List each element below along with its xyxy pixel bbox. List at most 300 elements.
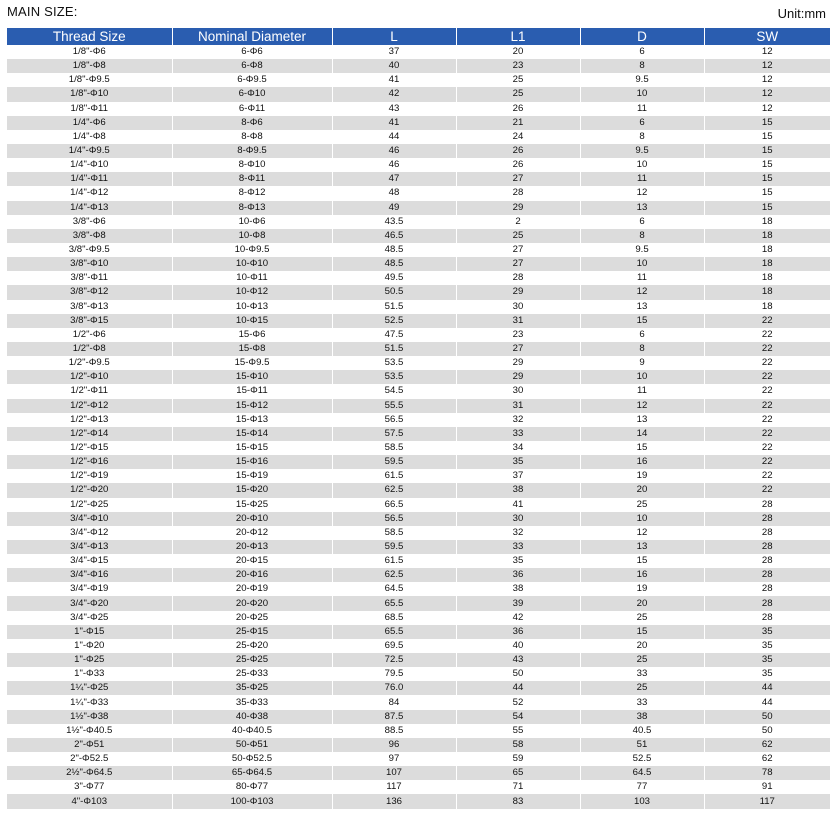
table-cell: 27 bbox=[456, 342, 580, 356]
table-cell: 15 bbox=[704, 158, 830, 172]
table-cell: 18 bbox=[704, 229, 830, 243]
table-cell: 64.5 bbox=[580, 766, 704, 780]
table-row bbox=[7, 695, 830, 709]
table-cell: 10-Φ9.5 bbox=[172, 243, 332, 257]
table-cell: 97 bbox=[332, 752, 456, 766]
table-cell: 62.5 bbox=[332, 568, 456, 582]
table-cell: 10-Φ15 bbox=[172, 314, 332, 328]
table-cell: 30 bbox=[456, 384, 580, 398]
table-cell: 18 bbox=[704, 271, 830, 285]
table-row bbox=[7, 87, 830, 101]
column-header: L1 bbox=[456, 28, 580, 45]
table-cell: 12 bbox=[704, 73, 830, 87]
table-cell: 3/8"-Φ8 bbox=[7, 229, 172, 243]
table-cell: 1/4"-Φ6 bbox=[7, 116, 172, 130]
table-cell: 15-Φ13 bbox=[172, 413, 332, 427]
table-cell: 47 bbox=[332, 172, 456, 186]
table-cell: 50-Φ51 bbox=[172, 738, 332, 752]
table-cell: 15 bbox=[704, 116, 830, 130]
table-row bbox=[7, 356, 830, 370]
table-row bbox=[7, 285, 830, 299]
table-row bbox=[7, 243, 830, 257]
table-cell: 35-Φ25 bbox=[172, 681, 332, 695]
table-cell: 35 bbox=[704, 625, 830, 639]
table-cell: 1/2"-Φ20 bbox=[7, 483, 172, 497]
table-cell: 11 bbox=[580, 271, 704, 285]
table-cell: 84 bbox=[332, 695, 456, 709]
table-cell: 58 bbox=[456, 738, 580, 752]
table-cell: 10 bbox=[580, 370, 704, 384]
table-cell: 1/2"-Φ10 bbox=[7, 370, 172, 384]
table-cell: 64.5 bbox=[332, 582, 456, 596]
table-cell: 13 bbox=[580, 413, 704, 427]
table-cell: 12 bbox=[580, 285, 704, 299]
table-cell: 15-Φ11 bbox=[172, 384, 332, 398]
table-cell: 15-Φ8 bbox=[172, 342, 332, 356]
table-cell: 29 bbox=[456, 285, 580, 299]
table-cell: 38 bbox=[580, 710, 704, 724]
table-cell: 6 bbox=[580, 116, 704, 130]
table-row bbox=[7, 328, 830, 342]
table-cell: 52 bbox=[456, 695, 580, 709]
table-cell: 12 bbox=[580, 399, 704, 413]
table-cell: 15-Φ19 bbox=[172, 469, 332, 483]
table-cell: 20-Φ12 bbox=[172, 526, 332, 540]
table-cell: 136 bbox=[332, 794, 456, 808]
column-header: L bbox=[332, 28, 456, 45]
table-cell: 16 bbox=[580, 568, 704, 582]
table-cell: 33 bbox=[580, 695, 704, 709]
table-cell: 20-Φ25 bbox=[172, 611, 332, 625]
table-cell: 1¼"-Φ25 bbox=[7, 681, 172, 695]
table-cell: 15-Φ14 bbox=[172, 427, 332, 441]
table-cell: 1/4"-Φ10 bbox=[7, 158, 172, 172]
table-cell: 6-Φ6 bbox=[172, 45, 332, 59]
table-cell: 22 bbox=[704, 356, 830, 370]
table-cell: 3/4"-Φ16 bbox=[7, 568, 172, 582]
table-cell: 53.5 bbox=[332, 356, 456, 370]
table-cell: 15 bbox=[704, 130, 830, 144]
table-cell: 46.5 bbox=[332, 229, 456, 243]
table-row bbox=[7, 59, 830, 73]
table-cell: 50 bbox=[704, 724, 830, 738]
table-cell: 117 bbox=[704, 794, 830, 808]
table-cell: 8-Φ6 bbox=[172, 116, 332, 130]
table-cell: 25 bbox=[580, 681, 704, 695]
table-cell: 18 bbox=[704, 243, 830, 257]
table-row bbox=[7, 526, 830, 540]
table-cell: 25 bbox=[456, 73, 580, 87]
table-cell: 43.5 bbox=[332, 215, 456, 229]
table-cell: 68.5 bbox=[332, 611, 456, 625]
table-cell: 8-Φ9.5 bbox=[172, 144, 332, 158]
table-cell: 3/4"-Φ13 bbox=[7, 540, 172, 554]
table-cell: 46 bbox=[332, 158, 456, 172]
table-cell: 35 bbox=[704, 639, 830, 653]
table-cell: 9.5 bbox=[580, 144, 704, 158]
table-row bbox=[7, 102, 830, 116]
table-cell: 8 bbox=[580, 342, 704, 356]
table-cell: 8 bbox=[580, 59, 704, 73]
table-cell: 15-Φ25 bbox=[172, 498, 332, 512]
table-cell: 91 bbox=[704, 780, 830, 794]
table-cell: 25 bbox=[456, 229, 580, 243]
table-cell: 59.5 bbox=[332, 540, 456, 554]
table-cell: 20-Φ19 bbox=[172, 582, 332, 596]
table-cell: 16 bbox=[580, 455, 704, 469]
table-row bbox=[7, 540, 830, 554]
table-row bbox=[7, 172, 830, 186]
table-cell: 12 bbox=[704, 102, 830, 116]
column-header: SW bbox=[704, 28, 830, 45]
table-cell: 47.5 bbox=[332, 328, 456, 342]
table-cell: 2"-Φ52.5 bbox=[7, 752, 172, 766]
table-cell: 40-Φ40.5 bbox=[172, 724, 332, 738]
table-cell: 35 bbox=[456, 554, 580, 568]
table-cell: 27 bbox=[456, 257, 580, 271]
table-cell: 1/2"-Φ9.5 bbox=[7, 356, 172, 370]
table-row bbox=[7, 738, 830, 752]
table-row bbox=[7, 384, 830, 398]
table-cell: 1/4"-Φ11 bbox=[7, 172, 172, 186]
table-cell: 12 bbox=[704, 87, 830, 101]
table-cell: 3/4"-Φ12 bbox=[7, 526, 172, 540]
table-cell: 107 bbox=[332, 766, 456, 780]
unit-label: Unit:mm bbox=[777, 6, 826, 21]
table-row bbox=[7, 158, 830, 172]
table-cell: 55.5 bbox=[332, 399, 456, 413]
table-cell: 59.5 bbox=[332, 455, 456, 469]
table-cell: 10-Φ13 bbox=[172, 300, 332, 314]
table-cell: 9 bbox=[580, 356, 704, 370]
table-cell: 25 bbox=[456, 87, 580, 101]
table-cell: 40 bbox=[456, 639, 580, 653]
table-cell: 51 bbox=[580, 738, 704, 752]
table-cell: 57.5 bbox=[332, 427, 456, 441]
table-cell: 1¼"-Φ33 bbox=[7, 695, 172, 709]
table-cell: 35 bbox=[704, 653, 830, 667]
table-cell: 65.5 bbox=[332, 596, 456, 610]
table-row bbox=[7, 653, 830, 667]
table-cell: 11 bbox=[580, 102, 704, 116]
table-cell: 18 bbox=[704, 300, 830, 314]
table-cell: 31 bbox=[456, 314, 580, 328]
table-cell: 15 bbox=[580, 314, 704, 328]
table-cell: 15 bbox=[580, 441, 704, 455]
table-cell: 25 bbox=[580, 653, 704, 667]
table-cell: 20 bbox=[456, 45, 580, 59]
table-row bbox=[7, 271, 830, 285]
table-cell: 1/4"-Φ13 bbox=[7, 201, 172, 215]
table-cell: 38 bbox=[456, 582, 580, 596]
table-row bbox=[7, 498, 830, 512]
table-cell: 41 bbox=[332, 73, 456, 87]
table-cell: 22 bbox=[704, 370, 830, 384]
table-cell: 50 bbox=[704, 710, 830, 724]
table-cell: 22 bbox=[704, 441, 830, 455]
table-cell: 2 bbox=[456, 215, 580, 229]
table-row bbox=[7, 257, 830, 271]
table-cell: 44 bbox=[456, 681, 580, 695]
table-cell: 49 bbox=[332, 201, 456, 215]
table-cell: 3/4"-Φ20 bbox=[7, 596, 172, 610]
table-cell: 30 bbox=[456, 512, 580, 526]
table-cell: 11 bbox=[580, 384, 704, 398]
table-cell: 55 bbox=[456, 724, 580, 738]
table-cell: 11 bbox=[580, 172, 704, 186]
table-cell: 41 bbox=[456, 498, 580, 512]
table-cell: 29 bbox=[456, 356, 580, 370]
table-cell: 8 bbox=[580, 130, 704, 144]
table-cell: 66.5 bbox=[332, 498, 456, 512]
table-row bbox=[7, 639, 830, 653]
table-cell: 80-Φ77 bbox=[172, 780, 332, 794]
table-row bbox=[7, 483, 830, 497]
table-cell: 15-Φ12 bbox=[172, 399, 332, 413]
table-cell: 41 bbox=[332, 116, 456, 130]
table-cell: 28 bbox=[704, 540, 830, 554]
table-cell: 23 bbox=[456, 59, 580, 73]
page-title: MAIN SIZE: bbox=[7, 4, 78, 19]
table-cell: 56.5 bbox=[332, 512, 456, 526]
table-row bbox=[7, 370, 830, 384]
table-cell: 20-Φ10 bbox=[172, 512, 332, 526]
column-header: Thread Size bbox=[7, 28, 172, 45]
size-table bbox=[7, 28, 830, 809]
table-body bbox=[7, 45, 830, 809]
table-cell: 59 bbox=[456, 752, 580, 766]
table-cell: 52.5 bbox=[332, 314, 456, 328]
table-cell: 43 bbox=[332, 102, 456, 116]
table-cell: 62.5 bbox=[332, 483, 456, 497]
table-cell: 28 bbox=[704, 512, 830, 526]
table-row bbox=[7, 441, 830, 455]
table-cell: 50 bbox=[456, 667, 580, 681]
table-cell: 15-Φ20 bbox=[172, 483, 332, 497]
table-cell: 6-Φ9.5 bbox=[172, 73, 332, 87]
table-cell: 25-Φ15 bbox=[172, 625, 332, 639]
table-cell: 24 bbox=[456, 130, 580, 144]
table-row bbox=[7, 582, 830, 596]
table-cell: 20 bbox=[580, 483, 704, 497]
table-row bbox=[7, 724, 830, 738]
table-cell: 2½"-Φ64.5 bbox=[7, 766, 172, 780]
table-cell: 1/2"-Φ13 bbox=[7, 413, 172, 427]
table-cell: 3/8"-Φ9.5 bbox=[7, 243, 172, 257]
table-cell: 12 bbox=[704, 45, 830, 59]
table-cell: 22 bbox=[704, 427, 830, 441]
table-cell: 42 bbox=[456, 611, 580, 625]
table-cell: 65-Φ64.5 bbox=[172, 766, 332, 780]
table-cell: 54 bbox=[456, 710, 580, 724]
table-cell: 54.5 bbox=[332, 384, 456, 398]
table-cell: 14 bbox=[580, 427, 704, 441]
table-cell: 39 bbox=[456, 596, 580, 610]
table-cell: 44 bbox=[704, 681, 830, 695]
table-cell: 20 bbox=[580, 596, 704, 610]
table-cell: 61.5 bbox=[332, 469, 456, 483]
table-cell: 25-Φ20 bbox=[172, 639, 332, 653]
table-cell: 43 bbox=[456, 653, 580, 667]
table-row bbox=[7, 667, 830, 681]
table-cell: 117 bbox=[332, 780, 456, 794]
table-cell: 3/8"-Φ10 bbox=[7, 257, 172, 271]
table-cell: 29 bbox=[456, 201, 580, 215]
table-cell: 1/2"-Φ25 bbox=[7, 498, 172, 512]
table-cell: 65.5 bbox=[332, 625, 456, 639]
table-cell: 96 bbox=[332, 738, 456, 752]
table-cell: 71 bbox=[456, 780, 580, 794]
table-cell: 6 bbox=[580, 215, 704, 229]
table-cell: 36 bbox=[456, 625, 580, 639]
table-cell: 15 bbox=[704, 172, 830, 186]
table-cell: 3/4"-Φ10 bbox=[7, 512, 172, 526]
table-cell: 22 bbox=[704, 455, 830, 469]
table-cell: 35 bbox=[704, 667, 830, 681]
table-cell: 3/8"-Φ12 bbox=[7, 285, 172, 299]
table-cell: 22 bbox=[704, 314, 830, 328]
table-row bbox=[7, 201, 830, 215]
table-cell: 36 bbox=[456, 568, 580, 582]
table-row bbox=[7, 215, 830, 229]
table-cell: 20-Φ13 bbox=[172, 540, 332, 554]
table-cell: 8-Φ12 bbox=[172, 186, 332, 200]
table-cell: 26 bbox=[456, 144, 580, 158]
table-cell: 1/2"-Φ11 bbox=[7, 384, 172, 398]
table-cell: 15-Φ6 bbox=[172, 328, 332, 342]
table-cell: 1/8"-Φ6 bbox=[7, 45, 172, 59]
table-cell: 18 bbox=[704, 257, 830, 271]
table-cell: 8-Φ8 bbox=[172, 130, 332, 144]
table-cell: 48.5 bbox=[332, 243, 456, 257]
table-cell: 15 bbox=[580, 625, 704, 639]
table-cell: 1/2"-Φ8 bbox=[7, 342, 172, 356]
table-cell: 49.5 bbox=[332, 271, 456, 285]
table-cell: 33 bbox=[456, 427, 580, 441]
table-cell: 48 bbox=[332, 186, 456, 200]
table-header-row bbox=[7, 28, 830, 45]
table-cell: 1/4"-Φ8 bbox=[7, 130, 172, 144]
table-row bbox=[7, 144, 830, 158]
table-cell: 1½"-Φ40.5 bbox=[7, 724, 172, 738]
table-cell: 13 bbox=[580, 540, 704, 554]
table-cell: 30 bbox=[456, 300, 580, 314]
table-cell: 23 bbox=[456, 328, 580, 342]
table-cell: 18 bbox=[704, 215, 830, 229]
table-cell: 1"-Φ33 bbox=[7, 667, 172, 681]
table-cell: 37 bbox=[456, 469, 580, 483]
table-cell: 2"-Φ51 bbox=[7, 738, 172, 752]
table-cell: 3/4"-Φ15 bbox=[7, 554, 172, 568]
table-cell: 48.5 bbox=[332, 257, 456, 271]
table-row bbox=[7, 611, 830, 625]
table-cell: 6 bbox=[580, 45, 704, 59]
table-cell: 22 bbox=[704, 413, 830, 427]
table-cell: 28 bbox=[704, 596, 830, 610]
table-cell: 1"-Φ20 bbox=[7, 639, 172, 653]
table-cell: 15-Φ16 bbox=[172, 455, 332, 469]
table-cell: 53.5 bbox=[332, 370, 456, 384]
table-cell: 52.5 bbox=[580, 752, 704, 766]
table-cell: 12 bbox=[580, 186, 704, 200]
table-cell: 33 bbox=[456, 540, 580, 554]
table-row bbox=[7, 568, 830, 582]
table-cell: 22 bbox=[704, 342, 830, 356]
table-cell: 15-Φ10 bbox=[172, 370, 332, 384]
table-cell: 62 bbox=[704, 738, 830, 752]
table-cell: 42 bbox=[332, 87, 456, 101]
table-row bbox=[7, 427, 830, 441]
table-row bbox=[7, 413, 830, 427]
table-row bbox=[7, 229, 830, 243]
table-row bbox=[7, 342, 830, 356]
table-cell: 51.5 bbox=[332, 300, 456, 314]
table-cell: 69.5 bbox=[332, 639, 456, 653]
table-cell: 18 bbox=[704, 285, 830, 299]
table-row bbox=[7, 116, 830, 130]
table-cell: 26 bbox=[456, 158, 580, 172]
table-cell: 25 bbox=[580, 498, 704, 512]
table-cell: 13 bbox=[580, 201, 704, 215]
table-cell: 1/4"-Φ9.5 bbox=[7, 144, 172, 158]
table-cell: 40.5 bbox=[580, 724, 704, 738]
table-cell: 62 bbox=[704, 752, 830, 766]
table-cell: 29 bbox=[456, 370, 580, 384]
table-cell: 37 bbox=[332, 45, 456, 59]
table-cell: 33 bbox=[580, 667, 704, 681]
table-cell: 58.5 bbox=[332, 441, 456, 455]
table-cell: 1"-Φ25 bbox=[7, 653, 172, 667]
table-row bbox=[7, 710, 830, 724]
table-cell: 15-Φ9.5 bbox=[172, 356, 332, 370]
table-cell: 22 bbox=[704, 483, 830, 497]
table-cell: 31 bbox=[456, 399, 580, 413]
table-cell: 40-Φ38 bbox=[172, 710, 332, 724]
table-cell: 35-Φ33 bbox=[172, 695, 332, 709]
table-cell: 32 bbox=[456, 526, 580, 540]
table-cell: 9.5 bbox=[580, 243, 704, 257]
column-header: Nominal Diameter bbox=[172, 28, 332, 45]
table-cell: 83 bbox=[456, 794, 580, 808]
table-cell: 22 bbox=[704, 399, 830, 413]
table-cell: 6-Φ11 bbox=[172, 102, 332, 116]
table-cell: 58.5 bbox=[332, 526, 456, 540]
table-cell: 28 bbox=[704, 611, 830, 625]
table-cell: 3/8"-Φ6 bbox=[7, 215, 172, 229]
table-cell: 88.5 bbox=[332, 724, 456, 738]
table-cell: 22 bbox=[704, 328, 830, 342]
table-row bbox=[7, 794, 830, 808]
table-cell: 1/4"-Φ12 bbox=[7, 186, 172, 200]
table-row bbox=[7, 130, 830, 144]
table-row bbox=[7, 512, 830, 526]
table-cell: 28 bbox=[704, 498, 830, 512]
table-cell: 10 bbox=[580, 87, 704, 101]
column-header: D bbox=[580, 28, 704, 45]
table-cell: 38 bbox=[456, 483, 580, 497]
table-cell: 6 bbox=[580, 328, 704, 342]
table-cell: 3/8"-Φ15 bbox=[7, 314, 172, 328]
table-cell: 1/2"-Φ6 bbox=[7, 328, 172, 342]
table-cell: 79.5 bbox=[332, 667, 456, 681]
table-cell: 8-Φ10 bbox=[172, 158, 332, 172]
table-cell: 19 bbox=[580, 582, 704, 596]
table-cell: 15 bbox=[704, 201, 830, 215]
table-row bbox=[7, 469, 830, 483]
table-cell: 13 bbox=[580, 300, 704, 314]
table-row bbox=[7, 73, 830, 87]
table-row bbox=[7, 554, 830, 568]
